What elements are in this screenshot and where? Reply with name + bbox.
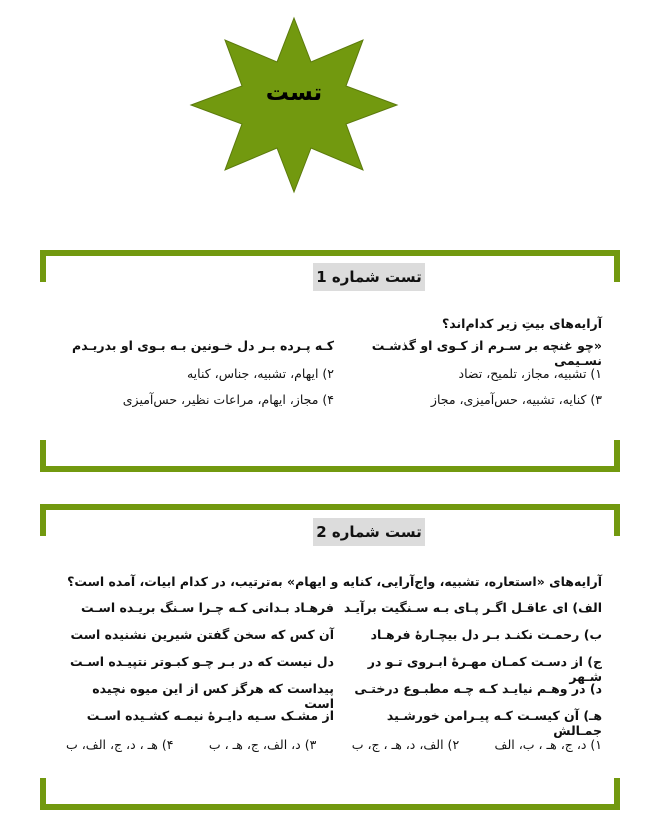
frame-post	[614, 504, 620, 536]
option-4[interactable]: ۴) هـ ، د، ج، الف، ب	[66, 737, 174, 752]
verse-left: فرهـاد بـدانی کـه چـرا سـنگ بریـده اسـت	[81, 600, 334, 615]
option-3[interactable]: ۳) د، الف، ج، هـ ، ب	[208, 737, 317, 752]
question-1-frame	[40, 250, 620, 472]
option-3[interactable]: ۳) کنایه، تشبیه، حس‌آمیزی، مجاز	[430, 392, 602, 407]
option-2[interactable]: ۲) الف، د، هـ ، ج، ب	[351, 737, 460, 752]
question-1-stem: آرایه‌های بیتِ زیر کدام‌اند؟	[442, 316, 602, 331]
verse-hemistich-right: «چو غنچه بر سـرم از کـوی او گذشـت نسـیمی	[371, 338, 602, 368]
title-star	[183, 10, 405, 200]
option-2[interactable]: ۲) ایهام، تشبیه، جناس، کنایه	[186, 366, 334, 381]
frame-bottom-bar	[40, 804, 620, 810]
frame-top-bar	[40, 504, 620, 510]
verse-right: د) در وهـم نیایـد کـه چـه مطبـوع درختـی	[354, 681, 602, 696]
verse-hemistich-left: کـه پـرده بـر دل خـونین بـه بـوی او بدریـدم	[72, 338, 334, 353]
options-row	[66, 737, 602, 752]
frame-post	[614, 250, 620, 282]
verse-left: آن کس که سخن گفتن شیرین نشنیده است	[70, 627, 334, 642]
verse-right: هـ) آن کیسـت کـه پیـرامن خورشـید جمـالش	[386, 708, 602, 738]
question-1-verse	[66, 338, 602, 366]
verse-row	[66, 708, 602, 738]
options-row	[66, 366, 602, 392]
question-1-body	[66, 316, 602, 418]
question-2-frame	[40, 504, 620, 810]
verse-right: الف) ای عاقـل اگـر پـای بـه سـنگیت بر‌آیـد	[343, 600, 602, 615]
frame-post	[40, 504, 46, 536]
verse-row	[66, 627, 602, 654]
verse-row	[66, 654, 602, 684]
option-4[interactable]: ۴) مجاز، ایهام، مراعات نظیر، حس‌آمیزی	[122, 392, 334, 407]
verse-right: ب) رحمـت نکنـد بـر دل بیچـارۀ فرهـاد	[370, 627, 602, 642]
verse-left: از مشـک سـیه دایـرۀ نیمـه کشـیده اسـت	[86, 708, 334, 723]
verse-left: پیداست که هرگز کس از این میوه نچیده است	[92, 681, 334, 711]
verse-right: ج) از دسـت کمـان مهـرۀ ابـروی تـو در شـهر	[367, 654, 602, 684]
verse-row	[66, 681, 602, 711]
option-1[interactable]: ۱) د، ج، هـ ، ب، الف	[494, 737, 602, 752]
question-1-label: تست شماره 1	[313, 263, 425, 291]
verse-left: دل نیست که در بـر چـو کبـوتر نتپیـده اسـت	[69, 654, 334, 669]
option-1[interactable]: ۱) تشبیه، مجاز، تلمیح، تضاد	[458, 366, 602, 381]
options-row	[66, 392, 602, 418]
question-2-body	[66, 574, 602, 752]
frame-post	[40, 250, 46, 282]
page-title: تست	[265, 80, 323, 106]
question-2-label: تست شماره 2	[313, 518, 425, 546]
frame-top-bar	[40, 250, 620, 256]
question-2-stem: آرایه‌های «استعاره، تشبیه، واج‌آرایی، کنایه و ایهام» به‌ترتیب، در کدام ابیات، آمده است؟	[67, 574, 602, 589]
verse-row	[66, 600, 602, 627]
frame-bottom-bar	[40, 466, 620, 472]
